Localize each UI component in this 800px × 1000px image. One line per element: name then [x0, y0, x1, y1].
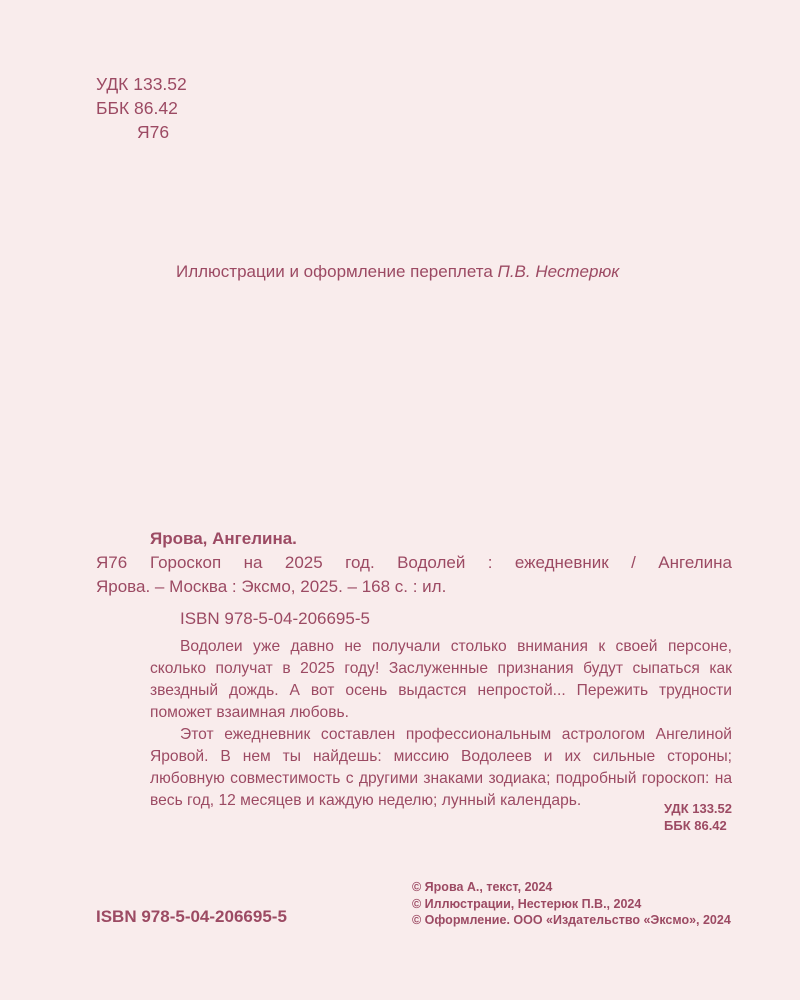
- catalog-description-line2: Ярова. – Москва : Эксмо, 2025. – 168 с. : ил.: [96, 577, 447, 596]
- copyright-illustrations: © Иллюстрации, Нестерюк П.В., 2024: [412, 896, 642, 911]
- copyright-design: © Оформление. ООО «Издательство «Эксмо», 2024: [412, 913, 731, 927]
- isbn-footer: ISBN 978-5-04-206695-5: [96, 907, 287, 926]
- author-mark: Я76: [137, 122, 170, 142]
- udk-code: УДК 133.52: [96, 74, 187, 94]
- illustrations-prefix: Иллюстрации и оформление переплета: [176, 262, 498, 281]
- copyright-text: © Ярова А., текст, 2024: [412, 880, 553, 894]
- classification-small: [664, 800, 732, 834]
- annotation-paragraph-2: Этот ежедневник составлен профессиональным астрологом Ангелиной Яровой. В нем ты найдешь: миссию Водолеев и их сильные стороны; любовную совместимость с другими знаками зодиака; подробный гороскоп: на весь год, 12 месяцев и каждую неделю; лунный календарь.: [150, 726, 732, 809]
- bbk-small: ББК 86.42: [664, 818, 727, 833]
- catalog-record: [96, 527, 732, 631]
- copyright-block: [412, 879, 731, 929]
- catalog-code: Я76: [96, 553, 128, 572]
- catalog-author: Ярова, Ангелина.: [150, 529, 297, 548]
- illustrator-name: П.В. Нестерюк: [497, 262, 620, 281]
- catalog-isbn: ISBN 978-5-04-206695-5: [180, 609, 370, 628]
- catalog-description-line1: Гороскоп на 2025 год. Водолей : ежедневник / Ангелина: [150, 553, 732, 572]
- illustrations-credit: [176, 262, 619, 282]
- annotation-paragraph-1: Водолеи уже давно не получали столько внимания к своей персоне, сколько получат в 2025 году! Заслуженные признания будут сыпаться как звездный дождь. А вот осень выдастся непростой... Пережить трудности поможет взаимная любовь.: [150, 638, 732, 721]
- udk-small: УДК 133.52: [664, 801, 732, 816]
- bbk-code: ББК 86.42: [96, 98, 178, 118]
- annotation: [150, 636, 732, 812]
- classification-block: [96, 72, 187, 144]
- catalog-description: [96, 551, 732, 575]
